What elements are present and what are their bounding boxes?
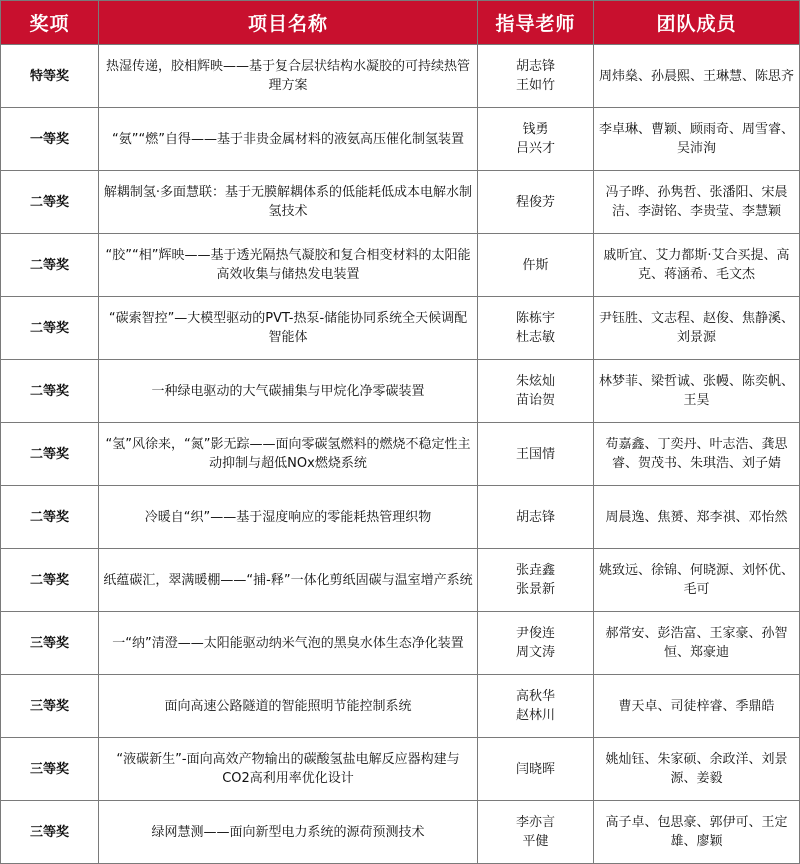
project-cell: “胶”“相”辉映——基于透光隔热气凝胶和复合相变材料的太阳能高效收集与储热发电装置 xyxy=(99,234,478,297)
project-cell: 解耦制氢·多面慧联：基于无膜解耦体系的低能耗低成本电解水制氢技术 xyxy=(99,171,478,234)
table-row xyxy=(1,45,800,108)
award-cell: 三等奖 xyxy=(1,612,99,675)
award-cell: 二等奖 xyxy=(1,234,99,297)
advisor-cell: 尹俊连 周文涛 xyxy=(478,612,594,675)
advisor-cell: 闫晓晖 xyxy=(478,738,594,801)
project-cell: 一种绿电驱动的大气碳捕集与甲烷化净零碳装置 xyxy=(99,360,478,423)
members-cell: 苟嘉鑫、丁奕丹、叶志浩、龚思睿、贺茂书、朱琪浩、刘子婧 xyxy=(594,423,800,486)
advisor-cell: 李亦言 平健 xyxy=(478,801,594,864)
header-advisor: 指导老师 xyxy=(478,1,594,45)
table-row xyxy=(1,234,800,297)
members-cell: 高子卓、包思豪、郭伊可、王定雄、廖颖 xyxy=(594,801,800,864)
project-cell: “氢”风徐来，“氮”影无踪——面向零碳氢燃料的燃烧不稳定性主动抑制与超低NOx燃烧系统 xyxy=(99,423,478,486)
award-cell: 一等奖 xyxy=(1,108,99,171)
members-cell: 姚致远、徐锦、何晓源、刘怀优、毛可 xyxy=(594,549,800,612)
table-row xyxy=(1,423,800,486)
table-row xyxy=(1,612,800,675)
award-cell: 二等奖 xyxy=(1,360,99,423)
project-cell: “氨”“燃”自得——基于非贵金属材料的液氨高压催化制氢装置 xyxy=(99,108,478,171)
table-row xyxy=(1,171,800,234)
advisor-cell: 朱炫灿 苗诒贺 xyxy=(478,360,594,423)
members-cell: 郝常安、彭浩富、王家豪、孙智恒、郑豪迪 xyxy=(594,612,800,675)
advisor-cell: 张垚鑫 张景新 xyxy=(478,549,594,612)
members-cell: 尹钰胜、文志程、赵俊、焦静溪、刘景源 xyxy=(594,297,800,360)
members-cell: 周晨逸、焦赟、郑李祺、邓怡然 xyxy=(594,486,800,549)
table-row xyxy=(1,675,800,738)
members-cell: 姚灿钰、朱家硕、余政洋、刘景源、姜毅 xyxy=(594,738,800,801)
table-header-row xyxy=(1,1,800,45)
table-row xyxy=(1,486,800,549)
award-cell: 二等奖 xyxy=(1,297,99,360)
header-project: 项目名称 xyxy=(99,1,478,45)
award-cell: 二等奖 xyxy=(1,549,99,612)
advisor-cell: 王国情 xyxy=(478,423,594,486)
members-cell: 戚昕宜、艾力都斯·艾合买提、高克、蒋涵希、毛文杰 xyxy=(594,234,800,297)
project-cell: 一“纳”清澄——太阳能驱动纳米气泡的黑臭水体生态净化装置 xyxy=(99,612,478,675)
award-cell: 二等奖 xyxy=(1,486,99,549)
advisor-cell: 仵斯 xyxy=(478,234,594,297)
members-cell: 李卓琳、曹颖、顾雨奇、周雪睿、吴沛洵 xyxy=(594,108,800,171)
table-row xyxy=(1,549,800,612)
table-row xyxy=(1,738,800,801)
award-cell: 三等奖 xyxy=(1,675,99,738)
award-cell: 二等奖 xyxy=(1,171,99,234)
advisor-cell: 钱勇 吕兴才 xyxy=(478,108,594,171)
advisor-cell: 程俊芳 xyxy=(478,171,594,234)
advisor-cell: 陈栋宇 杜志敏 xyxy=(478,297,594,360)
project-cell: 冷暖自“织”——基于湿度响应的零能耗热管理织物 xyxy=(99,486,478,549)
award-cell: 三等奖 xyxy=(1,738,99,801)
members-cell: 林梦菲、梁哲诚、张幔、陈奕帆、王昊 xyxy=(594,360,800,423)
project-cell: 纸蕴碳汇，翠满暖棚——“捕-释”一体化剪纸固碳与温室增产系统 xyxy=(99,549,478,612)
table-row xyxy=(1,297,800,360)
award-cell: 特等奖 xyxy=(1,45,99,108)
advisor-cell: 胡志锋 xyxy=(478,486,594,549)
table-row xyxy=(1,108,800,171)
header-award: 奖项 xyxy=(1,1,99,45)
header-members: 团队成员 xyxy=(594,1,800,45)
award-cell: 二等奖 xyxy=(1,423,99,486)
award-cell: 三等奖 xyxy=(1,801,99,864)
project-cell: 绿网慧测——面向新型电力系统的源荷预测技术 xyxy=(99,801,478,864)
members-cell: 周炜燊、孙晨熙、王琳慧、陈思齐 xyxy=(594,45,800,108)
members-cell: 曹天卓、司徒梓睿、季鼎皓 xyxy=(594,675,800,738)
project-cell: 面向高速公路隧道的智能照明节能控制系统 xyxy=(99,675,478,738)
table-row xyxy=(1,360,800,423)
table-row xyxy=(1,801,800,864)
project-cell: 热湿传递，胶相辉映——基于复合层状结构水凝胶的可持续热管理方案 xyxy=(99,45,478,108)
advisor-cell: 胡志锋 王如竹 xyxy=(478,45,594,108)
advisor-cell: 高秋华 赵林川 xyxy=(478,675,594,738)
project-cell: “液碳新生”-面向高效产物输出的碳酸氢盐电解反应器构建与CO2高利用率优化设计 xyxy=(99,738,478,801)
project-cell: “碳索智控”—大模型驱动的PVT-热泵-储能协同系统全天候调配智能体 xyxy=(99,297,478,360)
members-cell: 冯子晔、孙隽哲、张潘阳、宋晨洁、李澍铭、李贵莹、李慧颖 xyxy=(594,171,800,234)
